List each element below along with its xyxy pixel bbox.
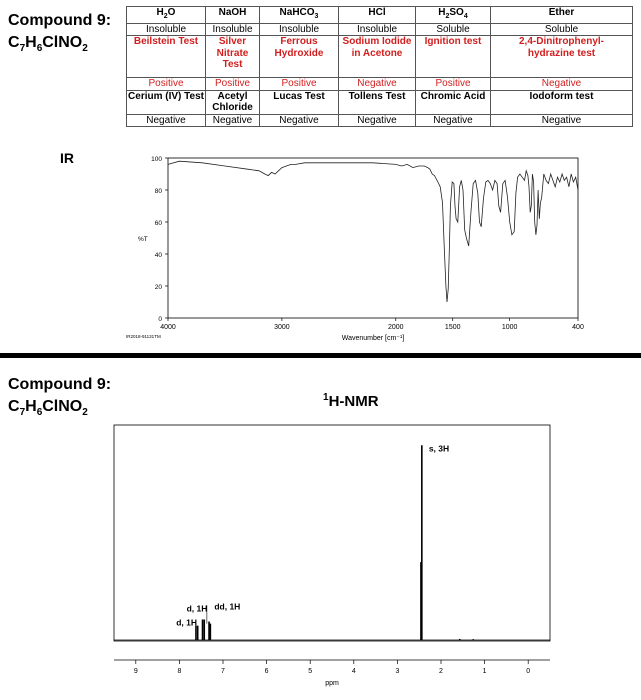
table-cell: Ferrous Hydroxide bbox=[260, 36, 339, 78]
nmr-x-tick-label: 3 bbox=[395, 668, 400, 675]
ir-x-tick-label: 3000 bbox=[274, 324, 290, 331]
ir-plot-frame bbox=[168, 158, 578, 318]
nmr-title-text: H-NMR bbox=[328, 393, 379, 410]
table-cell: Lucas Test bbox=[260, 90, 339, 114]
table-cell: Negative bbox=[491, 78, 633, 91]
nmr-x-tick-label: 9 bbox=[133, 668, 138, 675]
formula-h-count: 6 bbox=[36, 43, 43, 55]
table-cell: Positive bbox=[127, 78, 206, 91]
compound-label-top bbox=[8, 10, 111, 60]
results-row-2 bbox=[127, 114, 633, 127]
molecular-formula bbox=[8, 396, 111, 424]
table-cell: Ignition test bbox=[416, 36, 491, 78]
table-cell: 2,4-Dinitrophenyl-hydrazine test bbox=[491, 36, 633, 78]
table-cell: Insoluble bbox=[339, 23, 416, 36]
table-cell: Acetyl Chloride bbox=[206, 90, 260, 114]
formula-rest: ClNO bbox=[42, 398, 83, 415]
table-cell: Positive bbox=[416, 78, 491, 91]
ir-x-tick-label: 1500 bbox=[444, 324, 461, 331]
nmr-title-sup: 1 bbox=[323, 392, 329, 403]
nmr-x-tick-label: 0 bbox=[526, 668, 531, 675]
formula-h: H bbox=[25, 398, 37, 415]
ir-x-axis-label: Wavenumber [cm⁻¹] bbox=[341, 335, 405, 342]
nmr-peak-label: d, 1H bbox=[176, 617, 198, 628]
formula-c-count: 7 bbox=[19, 43, 26, 55]
ir-y-tick-label: 80 bbox=[154, 188, 162, 195]
nmr-plot-frame bbox=[114, 425, 550, 641]
table-cell: Negative bbox=[206, 114, 260, 127]
molecular-formula bbox=[8, 32, 111, 60]
ir-y-tick-label: 20 bbox=[154, 284, 162, 291]
table-header-row bbox=[127, 7, 633, 24]
table-cell: Sodium Iodide in Acetone bbox=[339, 36, 416, 78]
table-cell: Iodoform test bbox=[491, 90, 633, 114]
table-cell: Silver Nitrate Test bbox=[206, 36, 260, 78]
table-cell: Negative bbox=[491, 114, 633, 127]
ir-x-tick-label: 4000 bbox=[160, 324, 176, 331]
table-cell: Negative bbox=[416, 114, 491, 127]
ir-label: IR bbox=[60, 150, 74, 166]
tests-row-2 bbox=[127, 90, 633, 114]
table-cell: Negative bbox=[127, 114, 206, 127]
ir-x-tick-label: 2000 bbox=[387, 324, 404, 331]
results-row-1 bbox=[127, 78, 633, 91]
nmr-x-tick-label: 1 bbox=[482, 668, 487, 675]
table-cell: Chromic Acid bbox=[416, 90, 491, 114]
nmr-x-tick-label: 5 bbox=[308, 668, 313, 675]
table-cell: Insoluble bbox=[206, 23, 260, 36]
table-cell: Insoluble bbox=[260, 23, 339, 36]
formula-c: C bbox=[8, 398, 20, 415]
compound-name: Compound 9: bbox=[8, 12, 112, 29]
nmr-x-tick-label: 7 bbox=[221, 668, 225, 675]
table-cell: Negative bbox=[260, 114, 339, 127]
header-ether: Ether bbox=[491, 7, 633, 24]
ir-code: IR2018-91131TM bbox=[126, 334, 161, 339]
ir-y-tick-label: 0 bbox=[158, 316, 162, 323]
header-hcl: HCl bbox=[339, 7, 416, 24]
nmr-x-tick-label: 2 bbox=[439, 668, 443, 675]
table-cell: Insoluble bbox=[127, 23, 206, 36]
ir-y-tick-label: 100 bbox=[151, 156, 162, 163]
header-naoh: NaOH bbox=[206, 7, 260, 24]
solubility-row bbox=[127, 23, 633, 36]
ir-chart bbox=[110, 150, 590, 345]
ir-y-axis-label: %T bbox=[138, 236, 148, 243]
nmr-x-axis-label: ppm bbox=[325, 680, 339, 687]
nmr-peak-label: s, 3H bbox=[428, 443, 450, 454]
compound-name: Compound 9: bbox=[8, 376, 112, 393]
tests-table bbox=[126, 6, 633, 127]
nmr-x-tick-label: 4 bbox=[351, 668, 356, 675]
compound-label-bottom bbox=[8, 374, 111, 424]
nmr-x-tick-label: 8 bbox=[177, 668, 182, 675]
table-cell: Negative bbox=[339, 78, 416, 91]
header-h2so4: $H_2SO_4$ bbox=[416, 7, 491, 24]
formula-h: H bbox=[25, 34, 37, 51]
table-cell: Tollens Test bbox=[339, 90, 416, 114]
header-nahco3: NaHCO$_3$ bbox=[260, 7, 339, 24]
ir-x-tick-label: 1000 bbox=[501, 324, 518, 331]
formula-rest: ClNO bbox=[42, 34, 83, 51]
formula-o-count: 2 bbox=[82, 407, 88, 419]
table-cell: Soluble bbox=[416, 23, 491, 36]
table-cell: Negative bbox=[339, 114, 416, 127]
tests-row-1 bbox=[127, 36, 633, 78]
ir-spectrum-line bbox=[168, 161, 578, 302]
table-cell: Beilstein Test bbox=[127, 36, 206, 78]
formula-o-count: 2 bbox=[82, 43, 88, 55]
nmr-chart bbox=[100, 420, 570, 700]
ir-y-tick-label: 60 bbox=[154, 220, 162, 227]
nmr-peak-label: d, 1H bbox=[186, 603, 208, 614]
formula-c-count: 7 bbox=[19, 407, 26, 419]
formula-h-count: 6 bbox=[36, 407, 43, 419]
table-cell: Positive bbox=[260, 78, 339, 91]
nmr-peak-label: dd, 1H bbox=[214, 601, 241, 612]
table-cell: Soluble bbox=[491, 23, 633, 36]
ir-x-tick-label: 400 bbox=[572, 324, 584, 331]
ir-y-tick-label: 40 bbox=[154, 252, 162, 259]
nmr-title bbox=[323, 392, 379, 410]
section-divider bbox=[0, 353, 641, 358]
header-h2o: $H_2O$ bbox=[127, 7, 206, 24]
table-cell: Cerium (IV) Test bbox=[127, 90, 206, 114]
nmr-x-tick-label: 6 bbox=[264, 668, 269, 675]
formula-c: C bbox=[8, 34, 20, 51]
table-cell: Positive bbox=[206, 78, 260, 91]
